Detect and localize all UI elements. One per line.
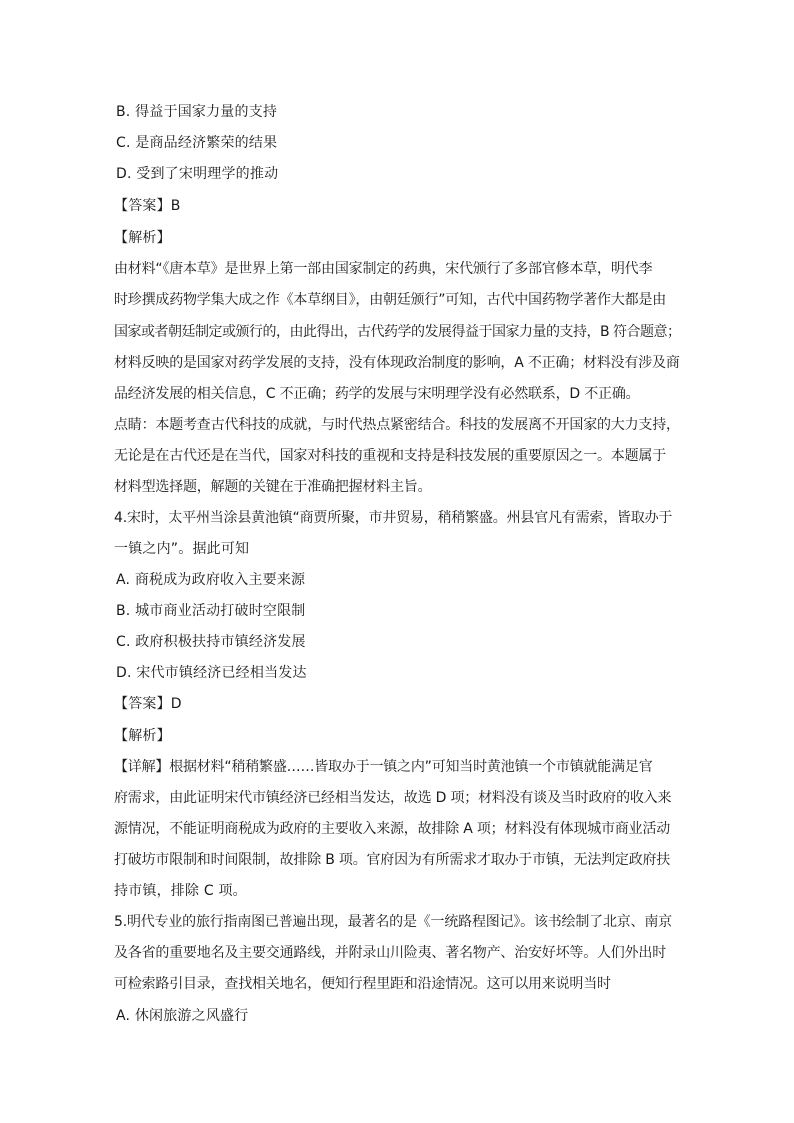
q4-detail-line: 府需求，由此证明宋代市镇经济已经相当发达，故选 D 项；材料没有谈及当时政府的收入来 (114, 790, 672, 806)
q5-stem-line: 可检索路引目录，查找相关地名，便知行程里距和沿途情况。这可以用来说明当时 (114, 976, 611, 992)
q4-detail-line: 打破坊市限制和时间限制，故排除 B 项。官府因为有所需求才取办于市镇，无法判定政府扶 (114, 852, 671, 868)
q3-option-d: D. 受到了宋明理学的推动 (116, 166, 279, 182)
q4-detail-line: 持市镇，排除 C 项。 (114, 883, 247, 899)
q4-option-b: B. 城市商业活动打破时空限制 (116, 603, 306, 619)
q3-analysis-line: 国家或者朝廷制定或颁行的，由此得出，古代药学的发展得益于国家力量的支持，B 符合题意； (114, 324, 681, 340)
q3-comment-line: 点睛：本题考查古代科技的成就，与时代热点紧密结合。科技的发展离不开国家的大力支持， (114, 417, 680, 433)
q4-detail-line: 【详解】根据材料“稍稍繁盛……皆取办于一镇之内”可知当时黄池镇一个市镇就能满足官 (114, 759, 653, 775)
q3-analysis-line: 时珍撰成药物学集大成之作《本草纲目》，由朝廷颁行”可知，古代中国药物学著作大都是由 (114, 292, 667, 308)
q4-answer: 【答案】D (114, 696, 182, 712)
q3-answer: 【答案】B (114, 198, 181, 214)
q4-analysis-heading: 【解析】 (114, 728, 171, 744)
q3-comment-line: 无论是在古代还是在当代，国家对科技的重视和支持是科技发展的重要原因之一。本题属于 (114, 448, 666, 464)
q5-stem-line: 及各省的重要地名及主要交通路线，并附录山川险夷、著名物产、治安好坏等。人们外出时 (114, 945, 666, 961)
q3-option-c: C. 是商品经济繁荣的结果 (116, 135, 278, 151)
q4-stem-line: 一镇之内”。据此可知 (114, 541, 250, 557)
q3-comment-line: 材料型选择题，解题的关键在于准确把握材料主旨。 (114, 479, 432, 495)
q3-analysis-line: 材料反映的是国家对药学发展的支持，没有体现政治制度的影响，A 不正确；材料没有涉及商 (114, 355, 680, 371)
q5-option-a: A. 休闲旅游之风盛行 (116, 1008, 249, 1024)
q4-option-c: C. 政府积极扶持市镇经济发展 (116, 634, 306, 650)
q4-option-a: A. 商税成为政府收入主要来源 (116, 572, 306, 588)
q3-option-b: B. 得益于国家力量的支持 (116, 104, 278, 120)
q3-analysis-line: 由材料“《唐本草》是世界上第一部由国家制定的药典，宋代颁行了多部官修本草，明代李 (114, 261, 653, 277)
q3-analysis-heading: 【解析】 (114, 230, 171, 246)
q5-stem-line: 5.明代专业的旅行指南图已普遍出现，最著名的是《一统路程图记》。该书绘制了北京、南京 (114, 914, 672, 930)
q4-stem-line: 4.宋时，太平州当涂县黄池镇“商贾所聚，市井贸易，稍稍繁盛。州县官凡有需索，皆取办于 (114, 510, 673, 526)
q4-option-d: D. 宋代市镇经济已经相当发达 (116, 665, 307, 681)
q4-detail-line: 源情况，不能证明商税成为政府的主要收入来源，故排除 A 项；材料没有体现城市商业活动 (114, 821, 671, 837)
q3-analysis-line: 品经济发展的相关信息，C 不正确；药学的发展与宋明理学没有必然联系，D 不正确。 (114, 386, 640, 402)
